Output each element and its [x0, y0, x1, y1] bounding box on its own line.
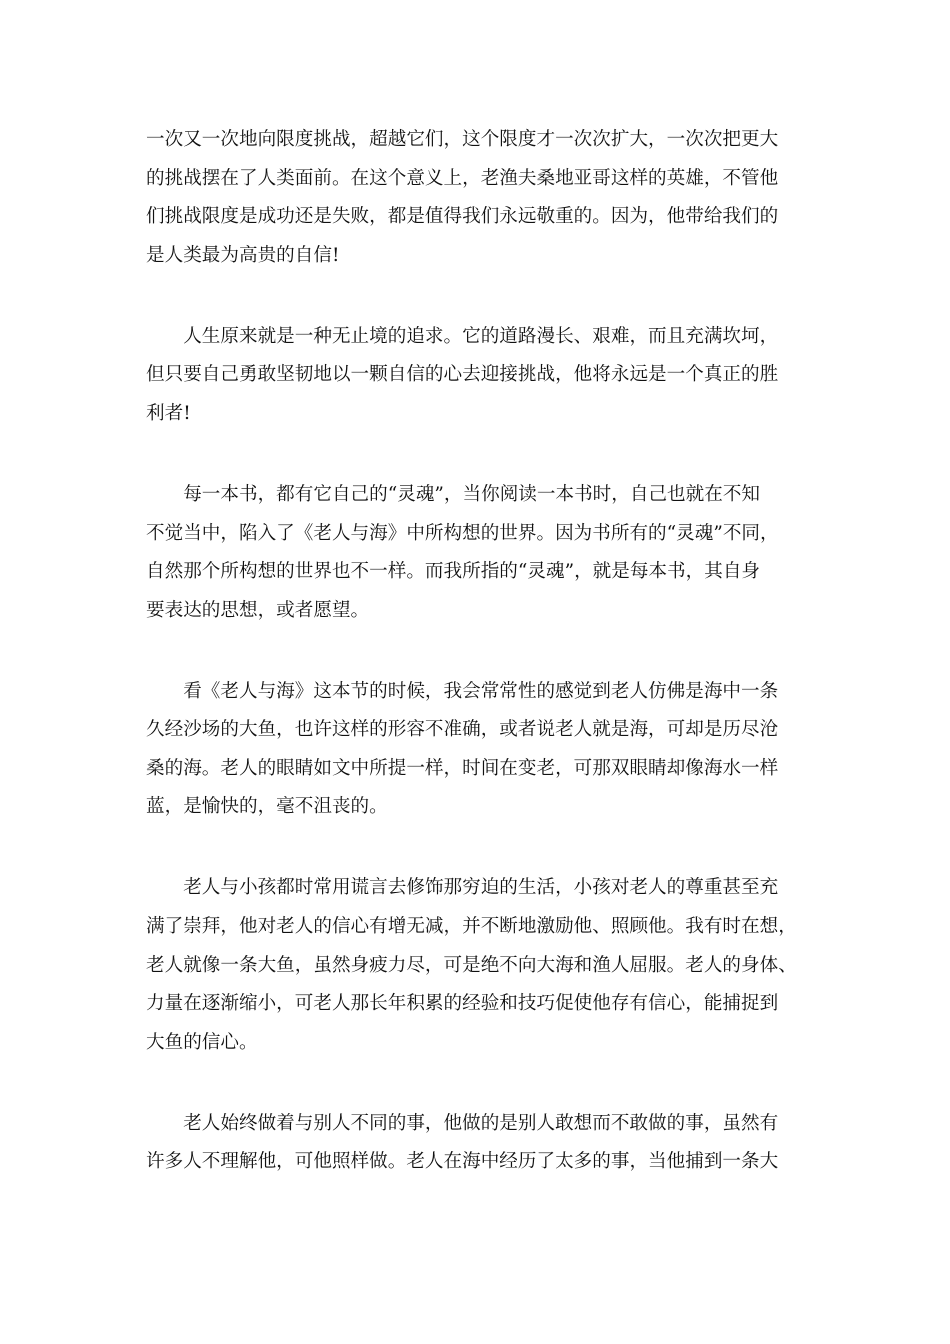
text-line: 满了崇拜，他对老人的信心有增无减，并不断地激励他、照顾他。我有时在想， — [146, 916, 797, 938]
paragraph-gap — [146, 827, 806, 869]
text-line: 老人就像一条大鱼，虽然身疲力尽，可是绝不向大海和渔人屈服。老人的身体、 — [146, 954, 797, 976]
paragraph — [146, 476, 806, 630]
text-line: 的挑战摆在了人类面前。在这个意义上，老渔夫桑地亚哥这样的英雄，不管他 — [146, 167, 779, 189]
text-line: 看《老人与海》这本节的时候，我会常常性的感觉到老人仿佛是海中一条 — [146, 680, 779, 702]
text-line: 们挑战限度是成功还是失败，都是值得我们永远敬重的。因为，他带给我们的 — [146, 206, 779, 228]
text-line: 是人类最为高贵的自信! — [146, 244, 340, 266]
document-body — [146, 121, 806, 1182]
text-line: 桑的海。老人的眼睛如文中所提一样，时间在变老，可那双眼睛却像海水一样 — [146, 757, 779, 779]
paragraph — [146, 1105, 806, 1182]
paragraph-gap — [146, 434, 806, 476]
text-line: 利者! — [146, 402, 191, 424]
text-line: 蓝，是愉快的，毫不沮丧的。 — [146, 796, 388, 818]
paragraph — [146, 673, 806, 827]
text-line: 但只要自己勇敢坚韧地以一颗自信的心去迎接挑战，他将永远是一个真正的胜 — [146, 364, 779, 386]
paragraph — [146, 318, 806, 434]
text-line: 每一本书，都有它自己的“灵魂”，当你阅读一本书时，自己也就在不知 — [146, 483, 761, 505]
paragraph-gap — [146, 1062, 806, 1104]
paragraph-gap — [146, 630, 806, 672]
paragraph-gap — [146, 275, 806, 317]
text-line: 老人与小孩都时常用谎言去修饰那穷迫的生活，小孩对老人的尊重甚至充 — [146, 877, 779, 899]
text-line: 许多人不理解他，可他照样做。老人在海中经历了太多的事，当他捕到一条大 — [146, 1151, 779, 1173]
paragraph — [146, 121, 806, 275]
text-line: 一次又一次地向限度挑战，超越它们，这个限度才一次次扩大，一次次把更大 — [146, 129, 779, 150]
text-line: 久经沙场的大鱼，也许这样的形容不准确，或者说老人就是海，可却是历尽沧 — [146, 719, 779, 741]
text-line: 大鱼的信心。 — [146, 1031, 258, 1053]
text-line: 人生原来就是一种无止境的追求。它的道路漫长、艰难，而且充满坎坷， — [146, 325, 779, 347]
paragraph — [146, 869, 806, 1062]
text-line: 要表达的思想，或者愿望。 — [146, 599, 370, 621]
text-line: 自然那个所构想的世界也不一样。而我所指的“灵魂”，就是每本书，其自身 — [146, 561, 761, 583]
text-line: 力量在逐渐缩小，可老人那长年积累的经验和技巧促使他存有信心，能捕捉到 — [146, 993, 779, 1015]
text-line: 老人始终做着与别人不同的事，他做的是别人敢想而不敢做的事，虽然有 — [146, 1112, 779, 1134]
text-line: 不觉当中，陷入了《老人与海》中所构想的世界。因为书所有的“灵魂”不同， — [146, 522, 779, 544]
